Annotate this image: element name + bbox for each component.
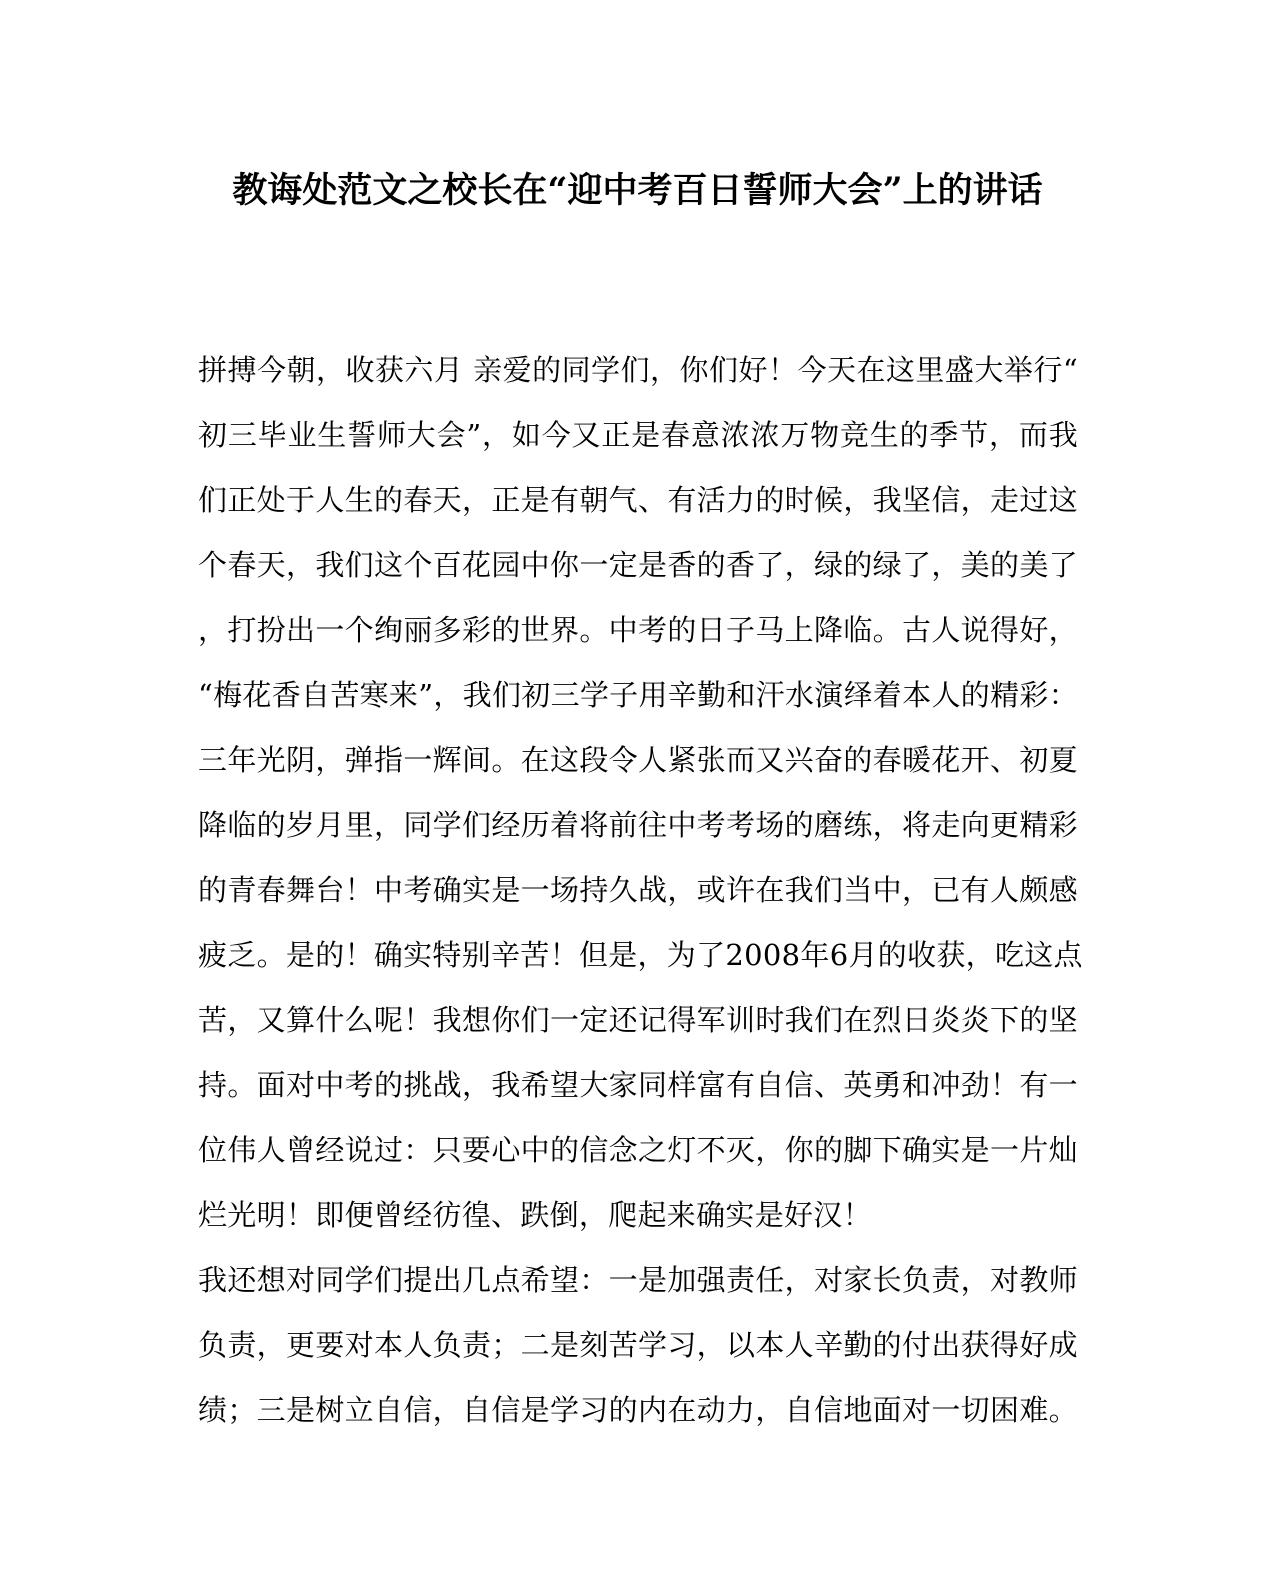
text-line: 我还想对同学们提出几点希望：一是加强责任，对家长负责，对教师	[198, 1263, 1078, 1297]
document-title: 教诲处范文之校长在“迎中考百日誓师大会”上的讲话	[232, 170, 1043, 211]
paragraph-1	[198, 338, 1083, 1248]
text-line: 持。面对中考的挑战，我希望大家同样富有自信、英勇和冲劲！有一	[198, 1068, 1078, 1102]
text-line: 拼搏今朝，收获六月 亲爱的同学们，你们好！今天在这里盛大举行“	[198, 353, 1078, 387]
text-line: 们正处于人生的春天，正是有朝气、有活力的时候，我坚信，走过这	[198, 483, 1078, 517]
text-line: 三年光阴，弹指一辉间。在这段令人紧张而又兴奋的春暖花开、初夏	[198, 743, 1078, 777]
document-body	[198, 338, 1083, 1443]
text-line: 的青春舞台！中考确实是一场持久战，或许在我们当中，已有人颇感	[198, 873, 1078, 907]
paragraph-2	[198, 1248, 1078, 1443]
text-line: 负责，更要对本人负责；二是刻苦学习，以本人辛勤的付出获得好成	[198, 1328, 1078, 1362]
text-line: 初三毕业生誓师大会”，如今又正是春意浓浓万物竞生的季节，而我	[198, 418, 1078, 452]
text-line: 个春天，我们这个百花园中你一定是香的香了，绿的绿了，美的美了	[198, 548, 1078, 582]
text-line: 疲乏。是的！确实特别辛苦！但是，为了2008年6月的收获，吃这点	[198, 938, 1083, 972]
text-line: 苦，又算什么呢！我想你们一定还记得军训时我们在烈日炎炎下的坚	[198, 1003, 1078, 1037]
text-line: 降临的岁月里，同学们经历着将前往中考考场的磨练，将走向更精彩	[198, 808, 1078, 842]
text-line: 绩；三是树立自信，自信是学习的内在动力，自信地面对一切困难。	[198, 1393, 1078, 1427]
text-line: 烂光明！即便曾经彷徨、跌倒，爬起来确实是好汉！	[198, 1198, 872, 1232]
text-line: 位伟人曾经说过：只要心中的信念之灯不灭，你的脚下确实是一片灿	[198, 1133, 1078, 1167]
text-line: ，打扮出一个绚丽多彩的世界。中考的日子马上降临。古人说得好，	[198, 613, 1078, 647]
text-line: “梅花香自苦寒来”，我们初三学子用辛勤和汗水演绎着本人的精彩：	[198, 678, 1078, 712]
